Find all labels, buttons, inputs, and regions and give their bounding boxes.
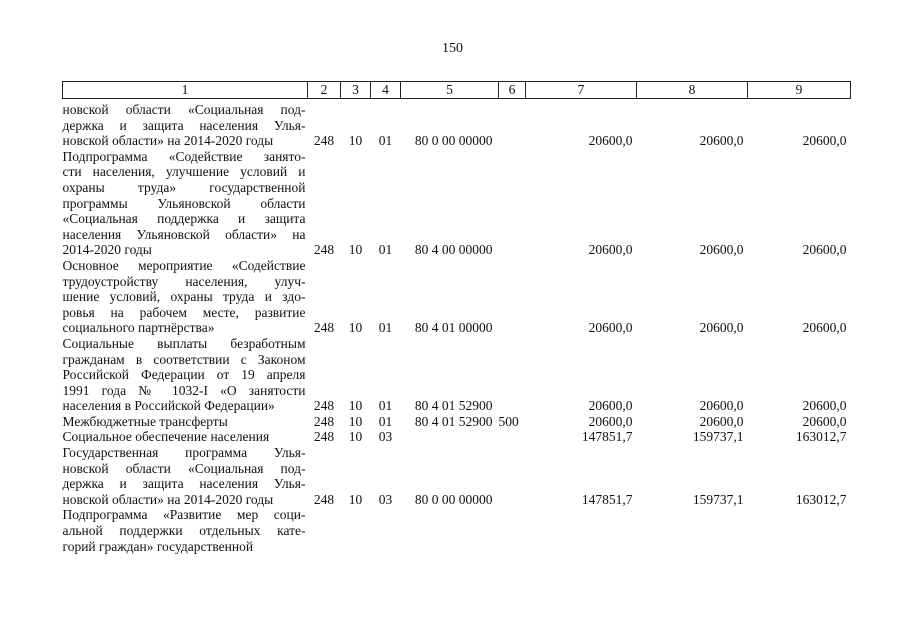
table-row — [63, 429, 851, 445]
description-line: Подпрограмма «Содействие занято- — [62, 148, 306, 164]
column-8-cell: 20600,0 — [699, 242, 744, 258]
column-9-cell: 20600,0 — [802, 398, 847, 414]
table-row — [63, 507, 851, 554]
description-line: Российской Федерации от 19 апреля — [62, 367, 306, 383]
column-6-cell — [499, 99, 526, 149]
column-2-cell: 248 — [313, 242, 335, 258]
description-line: новской области «Социальная под- — [62, 460, 306, 476]
column-7-cell: 20600,0 — [588, 242, 633, 258]
column-5-cell — [401, 429, 499, 445]
description-line: держка и защита населения Улья- — [62, 117, 306, 133]
header-row — [63, 82, 851, 99]
column-9-cell — [748, 507, 851, 554]
column-9-cell: 163012,7 — [795, 491, 847, 507]
description-line: Социальные выплаты безработным — [62, 335, 306, 351]
row-description — [63, 258, 308, 336]
column-3-cell: 10 — [348, 133, 363, 149]
col-header-3: 3 — [341, 82, 371, 99]
column-4-cell: 01 — [378, 398, 393, 414]
description-line: ровья на рабочем месте, развитие — [62, 304, 306, 320]
column-5-cell — [401, 507, 499, 554]
description-line: 1991 года № 1032-I «О занятости — [62, 382, 306, 398]
column-7-cell: 20600,0 — [588, 133, 633, 149]
column-2-cell: 248 — [313, 398, 335, 414]
description-line: держка и защита населения Улья- — [62, 476, 306, 492]
column-6-cell: 500 — [498, 413, 519, 429]
column-3-cell: 10 — [348, 398, 363, 414]
column-3-cell — [341, 507, 371, 554]
column-4-cell: 01 — [378, 413, 393, 429]
col-header-5: 5 — [401, 82, 499, 99]
column-6-cell — [499, 258, 526, 336]
description-line: гражданам в соответствии с Законом — [62, 351, 306, 367]
column-6-cell — [499, 429, 526, 445]
column-5-cell: 80 0 00 00000 — [414, 133, 493, 149]
column-8-cell: 20600,0 — [699, 320, 744, 336]
column-7-cell: 147851,7 — [581, 491, 633, 507]
description-line: новской области» на 2014-2020 годы — [62, 133, 274, 149]
column-5-cell: 80 4 01 52900 — [414, 413, 493, 429]
column-8-cell: 159737,1 — [692, 429, 744, 445]
page-number: 150 — [442, 41, 463, 56]
col-header-1: 1 — [63, 82, 308, 99]
column-6-cell — [499, 445, 526, 507]
column-8-cell: 159737,1 — [692, 491, 744, 507]
description-line: Государственная программа Улья- — [62, 445, 306, 461]
description-line: Межбюджетные трансферты — [62, 413, 228, 429]
description-line: населения Ульяновской области» на — [62, 226, 306, 242]
column-5-cell: 80 0 00 00000 — [414, 491, 493, 507]
table-row — [63, 445, 851, 507]
description-line: «Социальная поддержка и защита — [62, 211, 306, 227]
row-description — [63, 336, 308, 414]
column-7-cell: 20600,0 — [588, 398, 633, 414]
row-description — [63, 414, 308, 430]
description-line: программы Ульяновской области — [62, 195, 306, 211]
col-header-4: 4 — [371, 82, 401, 99]
column-7-cell: 20600,0 — [588, 320, 633, 336]
description-line: Основное мероприятие «Содействие — [62, 257, 306, 273]
col-header-2: 2 — [308, 82, 341, 99]
description-line: трудоустройству населения, улуч- — [62, 273, 306, 289]
budget-table — [62, 81, 851, 554]
row-description — [63, 429, 308, 445]
description-line: 2014-2020 годы — [62, 242, 152, 258]
column-9-cell: 20600,0 — [802, 413, 847, 429]
column-4-cell: 03 — [378, 491, 393, 507]
description-line: социального партнёрства» — [62, 320, 215, 336]
column-7-cell: 20600,0 — [588, 413, 633, 429]
column-8-cell: 20600,0 — [699, 398, 744, 414]
table-row — [63, 149, 851, 258]
column-4-cell: 03 — [378, 429, 393, 445]
description-line: новской области «Социальная под- — [62, 102, 306, 117]
row-description — [63, 99, 308, 149]
table-body — [63, 99, 851, 555]
description-line: Социальное обеспечение населения — [62, 429, 270, 445]
table-row — [63, 336, 851, 414]
column-2-cell: 248 — [313, 429, 335, 445]
column-7-cell — [526, 507, 637, 554]
column-2-cell: 248 — [313, 133, 335, 149]
col-header-8: 8 — [637, 82, 748, 99]
column-9-cell: 163012,7 — [795, 429, 847, 445]
description-line: шение условий, охраны труда и здо- — [62, 289, 306, 305]
table-row — [63, 414, 851, 430]
column-3-cell: 10 — [348, 429, 363, 445]
description-line: охраны труда» государственной — [62, 179, 306, 195]
column-8-cell: 20600,0 — [699, 133, 744, 149]
column-2-cell: 248 — [313, 413, 335, 429]
row-description — [63, 445, 308, 507]
row-description — [63, 149, 308, 258]
description-line: горий граждан» государственной — [62, 538, 254, 554]
column-3-cell: 10 — [348, 242, 363, 258]
description-line: альной поддержки отдельных кате- — [62, 523, 306, 539]
description-line: новской области» на 2014-2020 годы — [62, 491, 274, 507]
column-6-cell — [499, 507, 526, 554]
column-8-cell — [637, 507, 748, 554]
column-8-cell: 20600,0 — [699, 413, 744, 429]
column-6-cell — [499, 336, 526, 414]
description-line: Подпрограмма «Развитие мер соци- — [62, 507, 306, 523]
column-4-cell: 01 — [378, 133, 393, 149]
description-line: сти населения, улучшение условий и — [62, 164, 306, 180]
column-9-cell: 20600,0 — [802, 320, 847, 336]
col-header-9: 9 — [748, 82, 851, 99]
table-row — [63, 258, 851, 336]
table-row — [63, 99, 851, 149]
column-2-cell: 248 — [313, 491, 335, 507]
column-3-cell: 10 — [348, 320, 363, 336]
column-7-cell: 147851,7 — [581, 429, 633, 445]
column-4-cell — [371, 507, 401, 554]
column-4-cell: 01 — [378, 242, 393, 258]
column-3-cell: 10 — [348, 491, 363, 507]
column-2-cell: 248 — [313, 320, 335, 336]
column-4-cell: 01 — [378, 320, 393, 336]
column-9-cell: 20600,0 — [802, 242, 847, 258]
column-2-cell — [308, 507, 341, 554]
col-header-6: 6 — [499, 82, 526, 99]
column-5-cell: 80 4 01 00000 — [414, 320, 493, 336]
col-header-7: 7 — [526, 82, 637, 99]
column-6-cell — [499, 149, 526, 258]
description-line: населения в Российской Федерации» — [62, 398, 275, 414]
column-5-cell: 80 4 01 52900 — [414, 398, 493, 414]
column-3-cell: 10 — [348, 413, 363, 429]
column-5-cell: 80 4 00 00000 — [414, 242, 493, 258]
column-9-cell: 20600,0 — [802, 133, 847, 149]
row-description — [63, 507, 308, 554]
